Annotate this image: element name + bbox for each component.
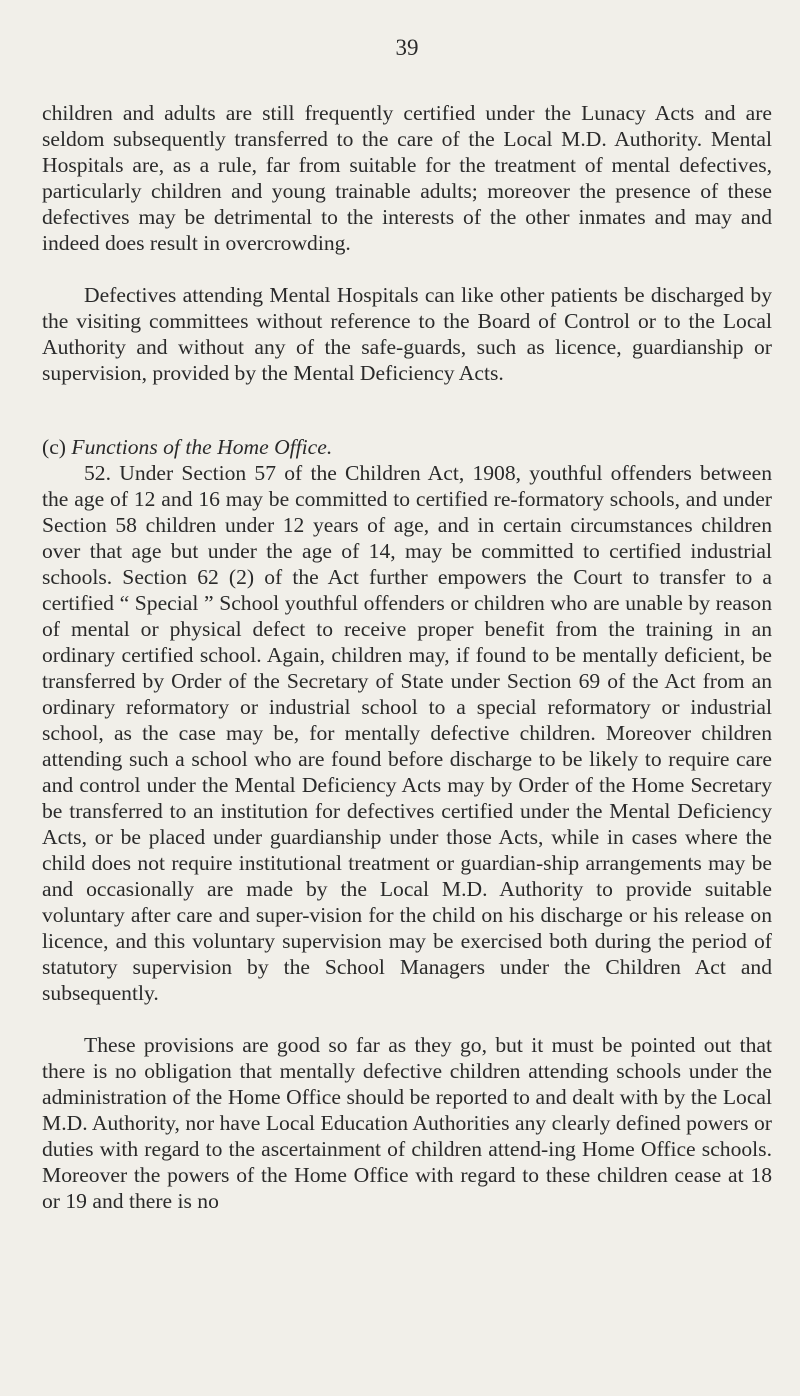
paragraph-lunacy-acts: children and adults are still frequently certified under the Lunacy Acts and are seldom subsequently transferred to the care of the Local M.D. Authority. Mental Hospitals are, as a rule, far from suitable for the treatment of mental defectives, particularly children and young trainable adults; moreover the presence of these defectives may be detrimental to the interests of the other inmates and may and indeed does result in overcrowding. (42, 101, 772, 255)
section-title: Functions of the Home Office. (71, 435, 333, 459)
section-marker: (c) (42, 435, 66, 459)
page-number: 39 (395, 35, 419, 60)
paragraph-provisions: These provisions are good so far as they go, but it must be pointed out that there is no obligation that mentally defective children attending schools under the administration of the Home Office should be reported to and dealt with by the Local M.D. Authority, nor have Local Education Authorities any clearly defined powers or duties with regard to the ascertainment of children attend-ing Home Office schools. Moreover the powers of the Home Office with regard to these children cease at 18 or 19 and there is no (42, 1033, 772, 1213)
paragraph-children-act: 52. Under Section 57 of the Children Act, 1908, youthful offenders between the age of 12 and 16 may be committed to certified re-formatory schools, and under Section 58 children under 12 years of age, and in certain circumstances children over that age but under the age of 14, may be committed to certified industrial schools. Section 62 (2) of the Act further empowers the Court to transfer to a certified “ Special ” School youthful offenders or children who are unable by reason of mental or physical defect to receive proper benefit from the training in an ordinary certified school. Again, children may, if found to be mentally deficient, be transferred by Order of the Secretary of State under Section 69 of the Act from an ordinary reformatory or industrial school to a special reformatory or industrial school, as the case may be, for mentally defective children. Moreover children attending such a school who are found before discharge to be likely to require care and control under the Mental Deficiency Acts may by Order of the Home Secretary be transferred to an institution for defectives certified under the Mental Deficiency Acts, or be placed under guardianship under those Acts, while in cases where the child does not require institutional treatment or guardian-ship arrangements may be and occasionally are made by the Local M.D. Authority to provide suitable voluntary after care and super-vision for the child on his discharge or his release on licence, and this voluntary supervision may be exercised both during the period of statutory supervision by the School Managers under the Children Act and subsequently. (42, 461, 772, 1005)
paragraph-mental-hospitals-discharge: Defectives attending Mental Hospitals can like other patients be discharged by the visiting committees without reference to the Board of Control or to the Local Authority and without any of the safe-guards, such as licence, guardianship or supervision, provided by the Mental Deficiency Acts. (42, 283, 772, 385)
section-heading (42, 434, 772, 460)
